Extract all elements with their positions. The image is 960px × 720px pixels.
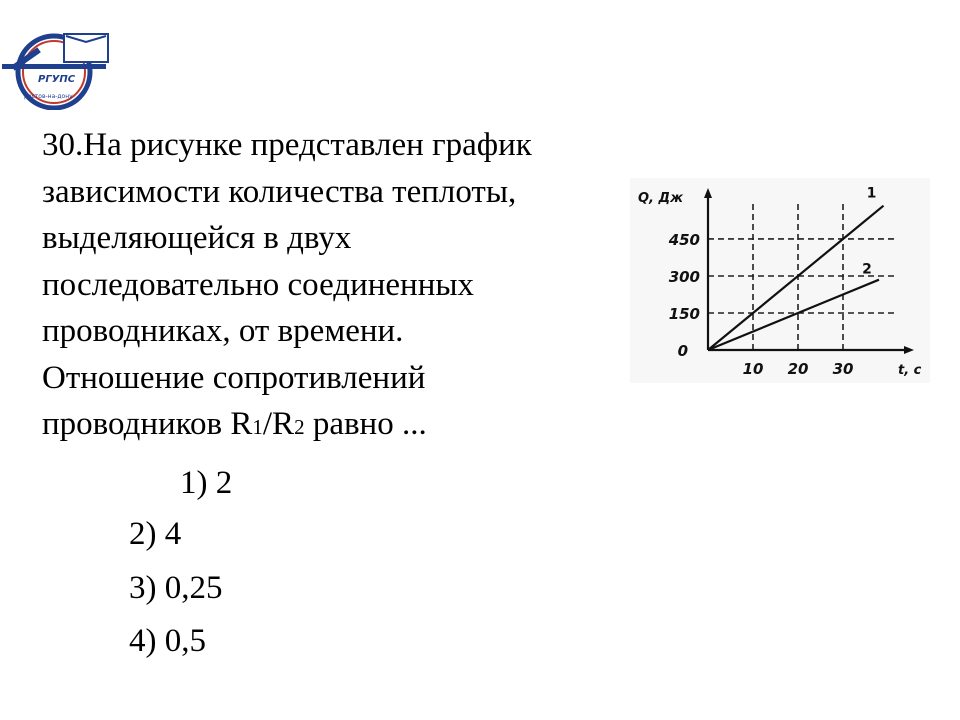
question-last-suffix: равно ... xyxy=(304,406,427,442)
y-tick-label: 300 xyxy=(668,267,700,286)
origin-label: 0 xyxy=(677,342,688,360)
x-axis-label: t, c xyxy=(898,363,922,378)
series-label-2: 2 xyxy=(862,261,872,278)
x-tick-label: 20 xyxy=(787,360,809,378)
series-label-1: 1 xyxy=(866,185,877,202)
question-slash: /R xyxy=(262,406,295,442)
series-line-1 xyxy=(708,206,884,350)
y-tick-label: 450 xyxy=(668,230,700,249)
answer-option-2[interactable]: 2) 4 xyxy=(129,516,182,552)
heat-time-chart xyxy=(630,178,930,383)
question-line: выделяющейся в двух xyxy=(42,220,352,256)
series-line-2 xyxy=(708,280,879,350)
question-line: проводниках, от времени. xyxy=(42,313,404,349)
answer-option-3[interactable]: 3) 0,25 xyxy=(129,570,223,606)
question-last-line xyxy=(42,401,622,451)
question-line: Отношение сопротивлений xyxy=(42,359,426,396)
answer-option-4[interactable]: 4) 0,5 xyxy=(129,623,206,659)
x-tick-label: 30 xyxy=(832,360,854,378)
subscript-2: 2 xyxy=(294,415,305,439)
question-text xyxy=(42,122,622,451)
x-tick-label: 10 xyxy=(742,360,764,378)
y-axis-label: Q, Дж xyxy=(638,191,684,206)
x-axis-arrow xyxy=(904,346,914,354)
question-line: последовательно соединенных xyxy=(42,266,475,303)
answer-option-1[interactable]: 1) 2 xyxy=(180,465,233,501)
question-line: зависимости количества теплоты, xyxy=(42,173,517,210)
university-logo xyxy=(2,20,112,110)
question-last-prefix: проводников R xyxy=(42,406,253,442)
y-axis-arrow xyxy=(704,188,712,198)
chart-panel xyxy=(630,178,930,383)
logo-subtext: ростов-на-дону xyxy=(24,93,73,100)
subscript-1: 1 xyxy=(252,415,263,439)
logo-text: РГУПС xyxy=(38,74,76,85)
question-line: 30.На рисунке представлен график xyxy=(42,127,532,163)
y-tick-label: 150 xyxy=(668,304,700,323)
